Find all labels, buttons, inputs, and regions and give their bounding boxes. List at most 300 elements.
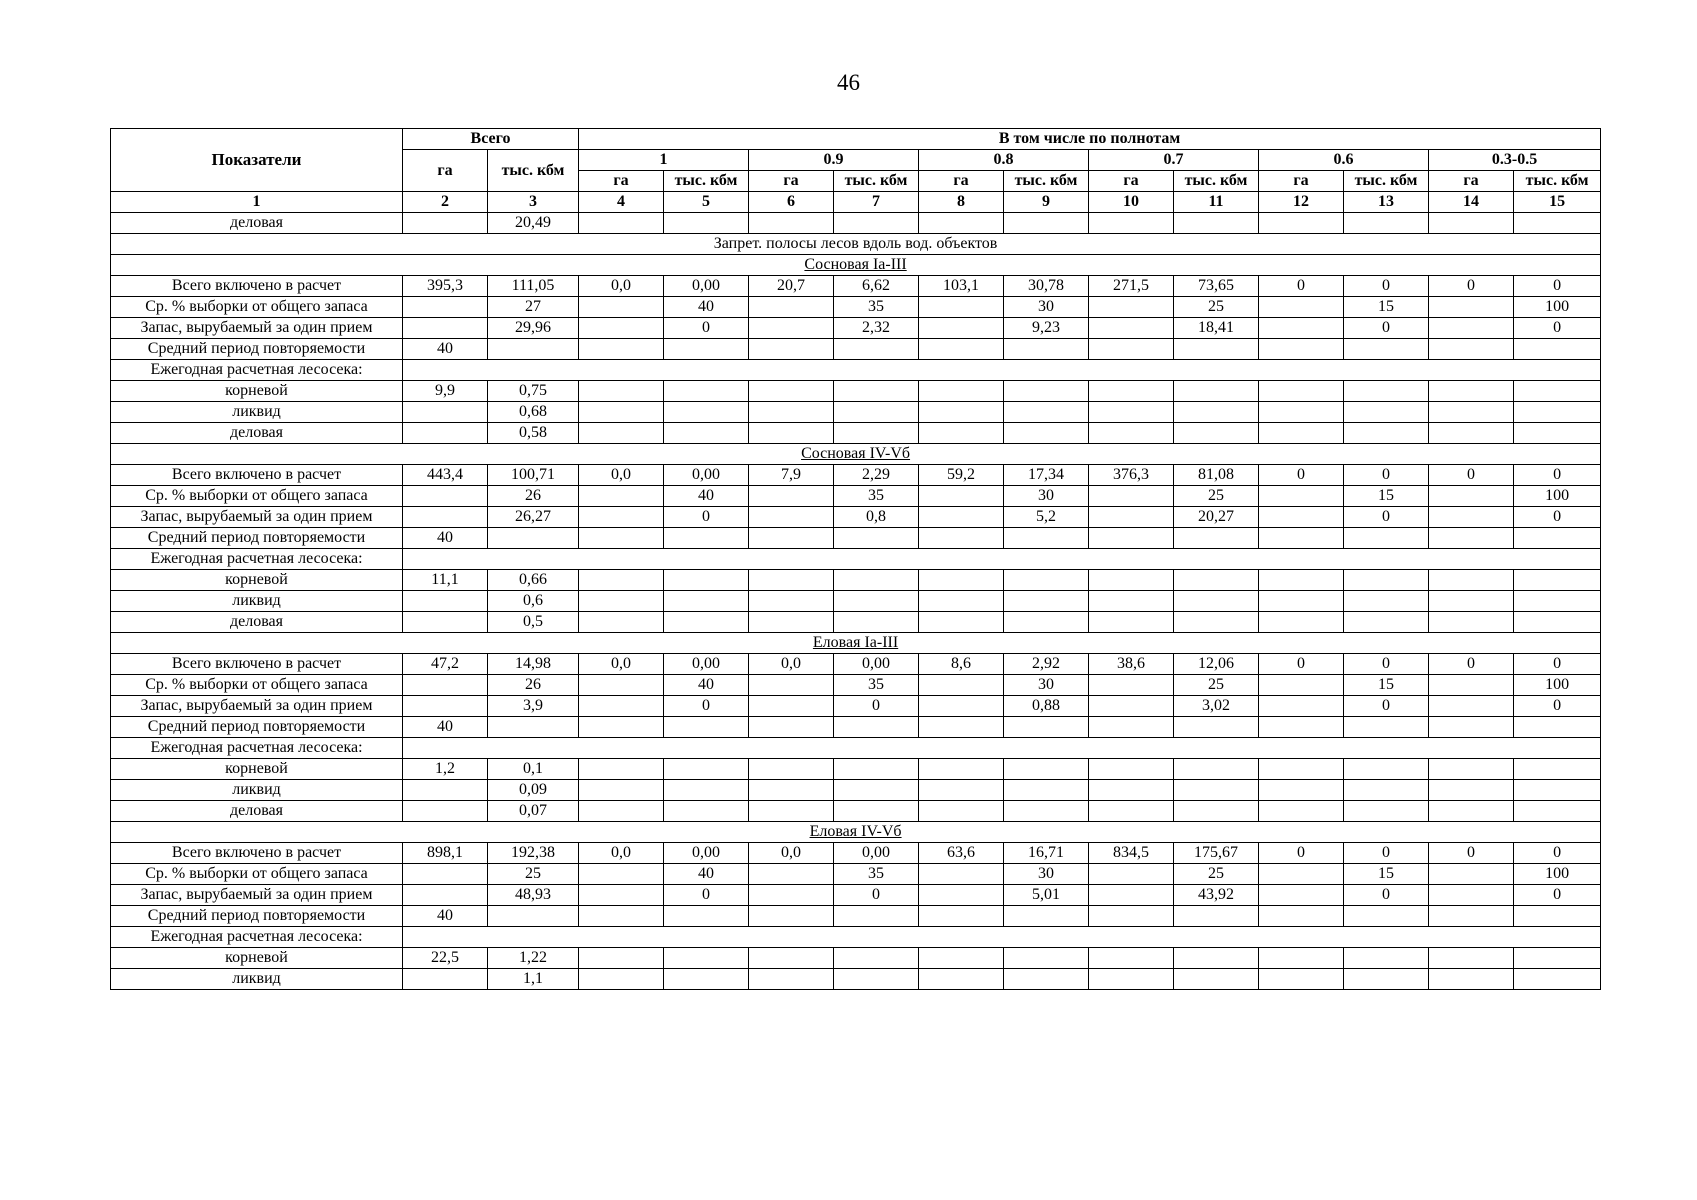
table-cell [664,759,749,780]
table-cell [749,612,834,633]
table-cell: 100 [1514,486,1601,507]
header-unit-ha: га [1259,171,1344,192]
table-cell [919,486,1004,507]
table-cell: 3,02 [1174,696,1259,717]
table-cell: 2,32 [834,318,919,339]
header-density-1: 1 [579,150,749,171]
table-cell: 38,6 [1089,654,1174,675]
table-cell [1004,906,1089,927]
row-label: Запас, вырубаемый за один прием [111,318,403,339]
annual-label-row [111,738,1601,759]
table-row [111,507,1601,528]
table-cell [1344,906,1429,927]
table-cell [1089,696,1174,717]
table-cell: 3,9 [488,696,579,717]
table-cell [749,423,834,444]
table-cell [1344,528,1429,549]
table-cell [1259,780,1344,801]
table-row [111,717,1601,738]
table-cell [579,759,664,780]
table-cell [579,675,664,696]
table-cell [919,591,1004,612]
table-cell [1259,696,1344,717]
table-cell [919,507,1004,528]
section-title-row [111,822,1601,843]
table-cell: 0 [1344,318,1429,339]
table-cell [834,801,919,822]
column-number: 12 [1259,192,1344,213]
column-numbers-row [111,192,1601,213]
table-cell: 0 [1344,276,1429,297]
table-cell [834,402,919,423]
header-total-ha: га [403,150,488,192]
row-label: деловая [111,423,403,444]
table-cell [1174,906,1259,927]
annual-label-row [111,549,1601,570]
table-cell [1259,381,1344,402]
table-cell [1089,885,1174,906]
table-cell: 0 [1259,654,1344,675]
table-cell [749,780,834,801]
table-cell [919,864,1004,885]
table-cell [1174,780,1259,801]
table-cell: 395,3 [403,276,488,297]
group-title: Запрет. полосы лесов вдоль вод. объектов [111,234,1601,255]
table-cell [1089,486,1174,507]
table-cell [1344,969,1429,990]
table-cell [1089,717,1174,738]
row-label: Ср. % выборки от общего запаса [111,864,403,885]
annual-label-filler [403,549,1601,570]
table-cell [1429,297,1514,318]
table-cell [1429,213,1514,234]
table-cell: 22,5 [403,948,488,969]
table-cell [1174,213,1259,234]
row-label: деловая [111,612,403,633]
table-cell [919,675,1004,696]
table-cell: 0 [1344,465,1429,486]
table-cell [664,780,749,801]
table-cell [1429,381,1514,402]
section-title-cell [111,444,1601,465]
table-row [111,906,1601,927]
table-cell [1514,948,1601,969]
table-cell [919,780,1004,801]
table-cell [1344,423,1429,444]
table-cell [834,612,919,633]
table-cell [1429,507,1514,528]
table-cell: 35 [834,675,919,696]
table-cell [1514,906,1601,927]
table-cell [919,948,1004,969]
column-number: 10 [1089,192,1174,213]
annual-label: Ежегодная расчетная лесосека: [111,738,403,759]
table-cell: 43,92 [1174,885,1259,906]
section-title: Еловая Ia-III [812,634,899,651]
table-cell [664,969,749,990]
table-cell [1429,696,1514,717]
table-cell [834,717,919,738]
table-row [111,570,1601,591]
header-density-0-9: 0.9 [749,150,919,171]
table-cell: 20,27 [1174,507,1259,528]
annual-label-row [111,927,1601,948]
table-cell: 0 [664,318,749,339]
header-unit-vol: тыс. кбм [664,171,749,192]
table-cell [664,381,749,402]
table-cell: 111,05 [488,276,579,297]
table-cell: 0 [1514,843,1601,864]
table-cell [1089,381,1174,402]
table-cell: 898,1 [403,843,488,864]
table-cell: 0 [1514,465,1601,486]
section-title: Сосновая IV-Vб [801,445,911,462]
table-cell [1174,759,1259,780]
table-cell [1259,948,1344,969]
table-body [111,213,1601,990]
table-cell [1089,297,1174,318]
section-title-row [111,255,1601,276]
section-title-row [111,633,1601,654]
table-cell: 2,92 [1004,654,1089,675]
table-cell [1429,801,1514,822]
table-cell: 0,68 [488,402,579,423]
table-cell [749,570,834,591]
table-cell: 11,1 [403,570,488,591]
table-cell [749,969,834,990]
table-cell [1429,339,1514,360]
table-cell [1089,801,1174,822]
table-cell [1429,318,1514,339]
column-number: 8 [919,192,1004,213]
table-cell [1429,906,1514,927]
row-label: ликвид [111,591,403,612]
table-cell: 6,62 [834,276,919,297]
table-cell [1174,381,1259,402]
table-cell: 0,00 [664,465,749,486]
table-cell [1259,297,1344,318]
table-cell [579,696,664,717]
table-cell: 9,9 [403,381,488,402]
table-cell [403,696,488,717]
table-cell [919,570,1004,591]
table-cell: 0,1 [488,759,579,780]
table-cell [403,885,488,906]
table-cell: 0,07 [488,801,579,822]
row-label: деловая [111,213,403,234]
column-number: 3 [488,192,579,213]
table-cell [579,297,664,318]
column-number: 9 [1004,192,1089,213]
table-cell: 1,2 [403,759,488,780]
table-cell [664,948,749,969]
annual-label-filler [403,360,1601,381]
table-cell: 0,0 [579,654,664,675]
header-total: Всего [403,129,579,150]
table-cell [919,759,1004,780]
table-cell [1514,969,1601,990]
table-cell [749,948,834,969]
table-cell: 271,5 [1089,276,1174,297]
table-cell [749,696,834,717]
table-cell [834,528,919,549]
table-cell: 1,1 [488,969,579,990]
table-cell: 0,00 [834,654,919,675]
section-title-row [111,444,1601,465]
table-cell [749,402,834,423]
table-cell: 40 [403,339,488,360]
table-cell [1259,213,1344,234]
table-cell [403,864,488,885]
table-row [111,591,1601,612]
table-cell [579,528,664,549]
table-row [111,381,1601,402]
table-cell [1089,675,1174,696]
table-cell [1004,591,1089,612]
table-row [111,423,1601,444]
row-label: корневой [111,570,403,591]
table-cell [1089,570,1174,591]
table-cell [664,717,749,738]
column-number: 13 [1344,192,1429,213]
table-cell [1344,213,1429,234]
table-cell [1429,864,1514,885]
table-cell: 175,67 [1174,843,1259,864]
table-cell [749,675,834,696]
table-cell [749,486,834,507]
row-label: Запас, вырубаемый за один прием [111,507,403,528]
table-cell [579,948,664,969]
table-cell [1004,570,1089,591]
table-cell [1259,402,1344,423]
table-cell [919,381,1004,402]
table-cell [1344,801,1429,822]
table-cell: 7,9 [749,465,834,486]
table-cell [1344,591,1429,612]
table-cell: 16,71 [1004,843,1089,864]
table-cell [1344,717,1429,738]
table-cell [749,507,834,528]
table-cell [579,864,664,885]
table-cell: 5,01 [1004,885,1089,906]
column-number: 7 [834,192,919,213]
table-cell: 25 [1174,486,1259,507]
table-cell: 0 [1259,843,1344,864]
table-row [111,339,1601,360]
table-cell [749,318,834,339]
table-cell [664,570,749,591]
table-cell [749,759,834,780]
table-cell: 443,4 [403,465,488,486]
header-unit-ha: га [919,171,1004,192]
table-cell [834,906,919,927]
table-cell: 100 [1514,864,1601,885]
column-number: 15 [1514,192,1601,213]
table-cell [1089,969,1174,990]
table-cell [1259,969,1344,990]
annual-label-filler [403,927,1601,948]
table-cell [403,402,488,423]
table-cell: 0 [1429,654,1514,675]
table-cell [1429,780,1514,801]
row-label: деловая [111,801,403,822]
table-cell: 0,00 [664,843,749,864]
table-cell [579,717,664,738]
row-label: ликвид [111,969,403,990]
table-cell [1259,612,1344,633]
table-cell: 40 [403,906,488,927]
table-cell [919,969,1004,990]
table-cell [664,612,749,633]
table-cell [1259,507,1344,528]
header-unit-ha: га [749,171,834,192]
table-cell [1089,318,1174,339]
table-cell: 0,5 [488,612,579,633]
table-cell [1429,675,1514,696]
table-cell [1004,528,1089,549]
table-cell: 35 [834,486,919,507]
table-cell [1344,759,1429,780]
row-label: Ср. % выборки от общего запаса [111,675,403,696]
table-row [111,213,1601,234]
table-cell: 0 [1514,276,1601,297]
table-cell: 0,88 [1004,696,1089,717]
table-cell [1514,801,1601,822]
table-cell: 47,2 [403,654,488,675]
table-cell: 25 [1174,864,1259,885]
table-cell: 0,6 [488,591,579,612]
table-cell [1259,675,1344,696]
header-unit-ha: га [1429,171,1514,192]
table-cell [488,717,579,738]
column-number: 1 [111,192,403,213]
table-cell: 40 [403,528,488,549]
table-cell: 30 [1004,486,1089,507]
table-cell: 100 [1514,675,1601,696]
table-cell: 100,71 [488,465,579,486]
table-cell [749,864,834,885]
table-cell: 0 [1344,696,1429,717]
table-cell [1174,528,1259,549]
table-cell [403,969,488,990]
table-cell [1344,780,1429,801]
table-cell [1089,759,1174,780]
table-cell [834,423,919,444]
table-cell [403,297,488,318]
table-cell [1004,339,1089,360]
table-cell [1004,759,1089,780]
table-cell [579,213,664,234]
table-cell [834,591,919,612]
table-cell [1514,381,1601,402]
table-cell [1174,591,1259,612]
table-cell: 40 [664,675,749,696]
table-cell: 0,00 [664,654,749,675]
table-cell: 0,66 [488,570,579,591]
column-number: 14 [1429,192,1514,213]
table-cell [919,423,1004,444]
table-cell: 834,5 [1089,843,1174,864]
table-cell [1174,969,1259,990]
table-row [111,759,1601,780]
table-cell [749,591,834,612]
table-cell: 20,7 [749,276,834,297]
table-cell [1089,213,1174,234]
table-cell [1259,591,1344,612]
table-cell [1174,801,1259,822]
table-cell: 0,0 [749,843,834,864]
table-cell [1089,906,1174,927]
page-number: 46 [837,70,860,95]
table-cell: 26 [488,675,579,696]
table-cell [834,213,919,234]
table-cell: 192,38 [488,843,579,864]
table-cell [1174,339,1259,360]
table-cell: 73,65 [1174,276,1259,297]
table-cell: 0 [1344,843,1429,864]
table-cell: 0 [1429,843,1514,864]
header-unit-ha: га [1089,171,1174,192]
table-cell: 0 [1429,276,1514,297]
table-cell [1429,528,1514,549]
table-cell: 0 [1259,276,1344,297]
table-cell: 0 [664,885,749,906]
table-cell [664,906,749,927]
table-cell: 0 [1429,465,1514,486]
table-cell [919,885,1004,906]
table-cell [1089,864,1174,885]
table-cell [579,570,664,591]
table-cell [749,339,834,360]
table-cell: 35 [834,864,919,885]
table-cell: 25 [1174,675,1259,696]
table-cell: 15 [1344,675,1429,696]
table-cell [1259,864,1344,885]
table-cell [664,801,749,822]
row-label: Всего включено в расчет [111,843,403,864]
table-cell [1004,381,1089,402]
table-row [111,696,1601,717]
table-cell [1259,528,1344,549]
table-row [111,297,1601,318]
row-label: ликвид [111,402,403,423]
table-cell [579,969,664,990]
column-number: 4 [579,192,664,213]
table-cell [1004,612,1089,633]
table-cell [834,381,919,402]
table-cell [1259,339,1344,360]
column-number: 6 [749,192,834,213]
table-cell [1514,528,1601,549]
table-cell [403,801,488,822]
table-cell: 0 [1344,654,1429,675]
table-cell: 59,2 [919,465,1004,486]
table-cell: 30 [1004,297,1089,318]
section-title-cell [111,633,1601,654]
table-cell [579,906,664,927]
table-cell [488,528,579,549]
table-row [111,801,1601,822]
table-cell [403,507,488,528]
annual-label-row [111,360,1601,381]
column-number: 2 [403,192,488,213]
table-cell [1514,780,1601,801]
table-cell: 0 [1344,885,1429,906]
table-cell [1004,780,1089,801]
table-cell [1429,948,1514,969]
table-cell: 0,00 [664,276,749,297]
table-cell: 0,09 [488,780,579,801]
